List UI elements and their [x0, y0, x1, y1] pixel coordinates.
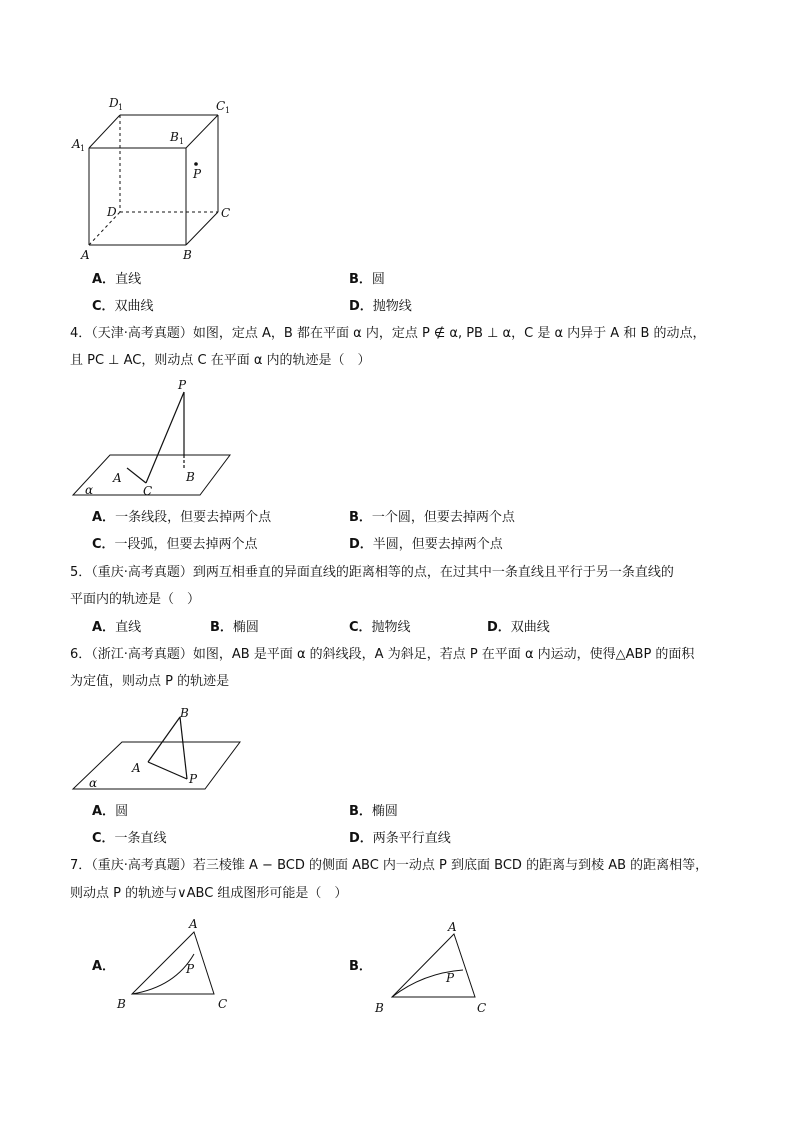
q4-label-c: C	[143, 484, 153, 498]
q5-stem-line1: 5．（重庆·高考真题）到两互相垂直的异面直线的距离相等的点，在过其中一条直线且平行于另一条直线的	[70, 565, 674, 580]
q6-option-b[interactable]: B．椭圆	[349, 804, 398, 819]
q3-option-c[interactable]: C．双曲线	[92, 299, 154, 314]
q4-option-c[interactable]: C．一段弧，但要去掉两个点	[92, 537, 258, 552]
q4-stem-line2: 且 PC ⊥ AC，则动点 C 在平面 α 内的轨迹是（ ）	[70, 353, 371, 368]
svg-text:1: 1	[118, 103, 124, 112]
q4-label-alpha: α	[85, 483, 94, 497]
q4-option-b[interactable]: B．一个圆，但要去掉两个点	[349, 510, 515, 525]
q4-label-b: B	[186, 470, 195, 484]
q7b-label-c: C	[477, 1001, 487, 1015]
label-b1: B	[170, 130, 179, 144]
q7-stem-line2: 则动点 P 的轨迹与∨ABC 组成图形可能是（ ）	[70, 886, 348, 901]
q5-option-d[interactable]: D．双曲线	[487, 620, 550, 635]
q6-option-c[interactable]: C．一条直线	[92, 831, 167, 846]
q6-figure	[70, 702, 245, 794]
label-c: C	[221, 206, 231, 220]
label-d: D	[107, 205, 117, 219]
cube-figure	[70, 92, 250, 267]
q7a-label-a: A	[189, 917, 198, 931]
label-a: A	[81, 248, 90, 262]
q7b-label-b: B	[375, 1001, 384, 1015]
q5-stem-line2: 平面内的轨迹是（ ）	[70, 592, 201, 607]
q5-option-c[interactable]: C．抛物线	[349, 620, 411, 635]
label-d1: D	[109, 96, 119, 110]
q7-option-b[interactable]: B．	[349, 959, 372, 974]
q7-figure-b[interactable]	[368, 916, 493, 1016]
q3-option-b[interactable]: B．圆	[349, 272, 385, 287]
q6-option-a[interactable]: A．圆	[92, 804, 129, 819]
q6-option-d[interactable]: D．两条平行直线	[349, 831, 451, 846]
q7a-label-p: P	[186, 962, 195, 976]
label-c1: C	[216, 99, 226, 113]
q6-stem-line2: 为定值，则动点 P 的轨迹是	[70, 674, 230, 689]
label-b: B	[183, 248, 192, 262]
q3-option-d[interactable]: D．抛物线	[349, 299, 412, 314]
q4-option-d[interactable]: D．半圆，但要去掉两个点	[349, 537, 503, 552]
label-a1: A	[72, 137, 81, 151]
q6-label-a: A	[132, 761, 141, 775]
q7a-label-b: B	[117, 997, 126, 1011]
q7-option-a[interactable]: A．	[92, 959, 116, 974]
q5-option-a[interactable]: A．直线	[92, 620, 142, 635]
q6-label-p: P	[189, 772, 198, 786]
q4-label-p: P	[178, 378, 187, 392]
q6-label-b: B	[180, 706, 189, 720]
q5-option-b[interactable]: B．椭圆	[210, 620, 259, 635]
svg-text:1: 1	[225, 106, 231, 115]
svg-text:1: 1	[80, 144, 86, 153]
q7a-label-c: C	[218, 997, 228, 1011]
q4-figure	[70, 375, 240, 500]
q7b-label-p: P	[446, 971, 455, 985]
q7b-label-a: A	[448, 920, 457, 934]
q3-option-a[interactable]: A．直线	[92, 272, 142, 287]
q7-stem-line1: 7．（重庆·高考真题）若三棱锥 A − BCD 的侧面 ABC 内一动点 P 到底面 BCD 的距离与到棱 AB 的距离相等，	[70, 858, 709, 873]
q6-stem-line1: 6．（浙江·高考真题）如图，AB 是平面 α 的斜线段，A 为斜足，若点 P 在平面 α 内运动，使得△ABP 的面积	[70, 647, 695, 662]
q4-stem-line1: 4．（天津·高考真题）如图，定点 A，B 都在平面 α 内，定点 P ∉ α, PB ⊥ α，C 是 α 内异于 A 和 B 的动点，	[70, 326, 706, 341]
q4-option-a[interactable]: A．一条线段，但要去掉两个点	[92, 510, 272, 525]
q4-label-a: A	[113, 471, 122, 485]
q6-label-alpha: α	[89, 776, 98, 790]
svg-text:1: 1	[179, 137, 185, 146]
label-p: P	[193, 167, 202, 181]
q7-figure-a[interactable]	[110, 912, 235, 1012]
